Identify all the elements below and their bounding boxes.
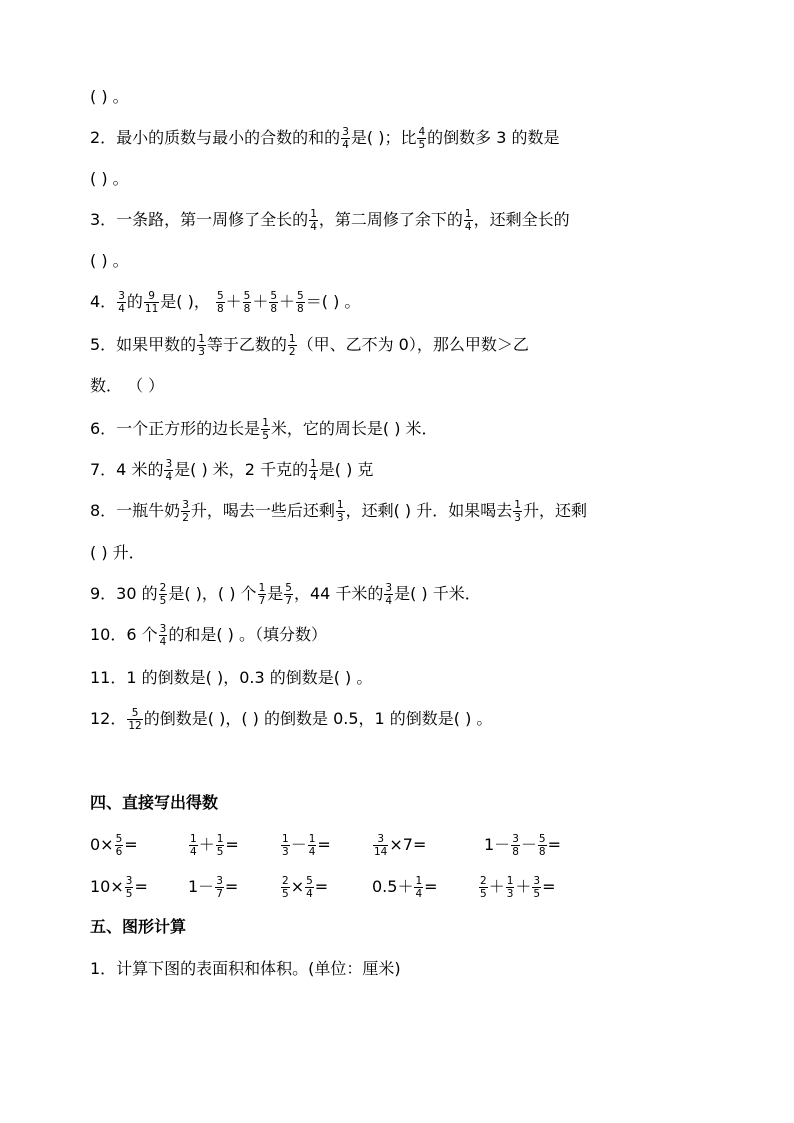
question-12 (90, 704, 492, 734)
fraction: $\frac{1}{2}$ (288, 332, 296, 358)
question-11: 11．1 的倒数是( )，0.3 的倒数是( ) 。 (90, 668, 373, 687)
fraction: $\frac{1}{4}$ (308, 832, 316, 858)
calc-op: ＋ (198, 835, 215, 854)
q2-text-c: 的倒数多 3 的数是 (427, 128, 560, 147)
calc-eq: = (317, 835, 331, 854)
fraction: $\frac{1}{4}$ (415, 874, 423, 900)
q8-continuation: ( ) 升． (90, 543, 145, 562)
calc-eq: = (424, 877, 438, 896)
q6-text-b: 米，它的周长是( ) 米． (270, 419, 438, 438)
calc-eq: = (225, 835, 239, 854)
fraction: $\frac{5}{8}$ (538, 832, 546, 858)
calc-item-9 (372, 872, 438, 902)
section-5-question-1: 1．计算下图的表面积和体积。(单位：厘米) (90, 959, 401, 978)
q12-text-a: 12． (90, 709, 127, 728)
question-2 (90, 123, 560, 153)
fraction: $\frac{9}{11}$ (144, 289, 159, 315)
calc-op: 0.5＋ (372, 877, 414, 896)
q9-text-c: 是 (267, 584, 284, 603)
fraction: $\frac{1}{3}$ (198, 332, 205, 358)
calc-item-5 (484, 830, 561, 860)
calc-op: － (290, 835, 307, 854)
section-4-heading: 四、直接写出得数 (90, 793, 219, 812)
fraction: $\frac{3}{4}$ (165, 457, 173, 483)
fraction: $\frac{3}{4}$ (385, 581, 393, 607)
calc-item-4 (372, 830, 426, 860)
q8-text-d: 升，还剩 (522, 501, 587, 520)
q4-text-c: 是( )， (160, 292, 210, 311)
q5-text-b: 等于乙数的 (206, 335, 287, 354)
fraction: $\frac{5}{8}$ (216, 289, 224, 315)
q9-text-b: 是( )，( ) 个 (168, 584, 257, 603)
calc-op: ＋ (488, 877, 505, 896)
calc-item-6 (90, 872, 148, 902)
q1-continuation: ( ) 。 (90, 87, 129, 106)
q12-text-b: 的倒数是( )，( ) 的倒数是 0.5，1 的倒数是( ) 。 (143, 709, 493, 728)
fraction: $\frac{2}{5}$ (159, 581, 167, 607)
q3-text-b: ，第二周修了余下的 (318, 210, 463, 229)
q4-text-d: ＝( ) 。 (305, 292, 361, 311)
question-8 (90, 496, 587, 526)
fraction: $\frac{1}{5}$ (262, 416, 269, 442)
fraction: $\frac{5}{8}$ (297, 289, 304, 315)
fraction: $\frac{1}{4}$ (310, 457, 317, 483)
q2-continuation: ( ) 。 (90, 169, 129, 188)
question-6 (90, 414, 438, 444)
fraction: $\frac{1}{5}$ (216, 832, 224, 858)
calc-op: ＋ (515, 877, 532, 896)
calc-item-1 (90, 830, 138, 860)
question-3 (90, 205, 570, 235)
fraction: $\frac{4}{5}$ (418, 125, 426, 151)
calc-eq: = (542, 877, 556, 896)
q8-text-b: 升，喝去一些后还剩 (190, 501, 335, 520)
section-5-heading: 五、图形计算 (90, 917, 187, 936)
q3-continuation: ( ) 。 (90, 251, 129, 270)
calc-item-3 (280, 830, 331, 860)
question-10 (90, 620, 327, 650)
fraction: $\frac{5}{7}$ (285, 581, 292, 607)
q8-text-a: 8．一瓶牛奶 (90, 501, 181, 520)
q2-text-a: 2．最小的质数与最小的合数的和的 (90, 128, 341, 147)
fraction: $\frac{3}{4}$ (342, 125, 349, 151)
fraction: $\frac{5}{8}$ (270, 289, 278, 315)
calc-eq: = (224, 877, 239, 896)
fraction: $\frac{3}{4}$ (118, 289, 125, 315)
fraction: $\frac{1}{3}$ (506, 874, 514, 900)
q7-text-c: 是( ) 克 (318, 460, 374, 479)
calc-item-7 (188, 872, 238, 902)
calc-eq: = (314, 877, 329, 896)
q5-text-c: （甲、乙不为 0），那么甲数＞乙 (297, 335, 529, 354)
fraction: $\frac{3}{8}$ (512, 832, 519, 858)
q7-text-b: 是( ) 米，2 千克的 (174, 460, 309, 479)
fraction: $\frac{5}{12}$ (128, 706, 142, 732)
q10-text-a: 10．6 个 (90, 625, 158, 644)
calc-op: － (520, 835, 537, 854)
q3-text-c: ，还剩全长的 (473, 210, 570, 229)
q8-text-c: ，还剩( ) 升．如果喝去 (345, 501, 513, 520)
question-7 (90, 455, 373, 485)
calc-op: 1－ (484, 835, 511, 854)
q5-continuation: 数． （ ） (90, 376, 165, 395)
fraction: $\frac{1}{7}$ (258, 581, 266, 607)
calc-item-8 (280, 872, 328, 902)
fraction: $\frac{3}{14}$ (374, 832, 388, 858)
calc-op: 1－ (188, 877, 215, 896)
calc-item-2 (188, 830, 239, 860)
q9-text-d: ，44 千米的 (293, 584, 384, 603)
fraction: $\frac{2}{5}$ (480, 874, 487, 900)
q4-text-a: 4． (90, 292, 117, 311)
fraction: $\frac{1}{3}$ (282, 832, 289, 858)
q6-text-a: 6．一个正方形的边长是 (90, 419, 261, 438)
fraction: $\frac{5}{6}$ (115, 832, 123, 858)
q5-text-a: 5．如果甲数的 (90, 335, 197, 354)
calc-eq: = (134, 877, 148, 896)
question-4: 4． $\frac{3}{4}$ 的 $\frac{9}{11}$ 是( )， $\frac{5}{8}$ ＋ $\frac{5}{8}$ ＋ $\frac{5}{8}$ ＋ $\frac{5}{8}$ ＝( ) 。 (90, 289, 361, 315)
question-9 (90, 579, 481, 609)
fraction: $\frac{1}{4}$ (310, 207, 317, 233)
q4-text-b: 的 (126, 292, 143, 311)
fraction: $\frac{3}{2}$ (182, 498, 189, 524)
calc-item-10 (478, 872, 556, 902)
fraction: $\frac{5}{4}$ (306, 874, 313, 900)
fraction: $\frac{1}{4}$ (190, 832, 197, 858)
q9-text-a: 9．30 的 (90, 584, 158, 603)
fraction: $\frac{3}{5}$ (125, 874, 133, 900)
q2-text-b: 是( )；比 (350, 128, 417, 147)
calc-op: ×7= (389, 835, 427, 854)
fraction: $\frac{5}{8}$ (243, 289, 251, 315)
q10-text-b: 的和是( ) 。（填分数） (168, 625, 327, 644)
fraction: $\frac{3}{7}$ (216, 874, 223, 900)
calc-eq: = (547, 835, 561, 854)
q3-text-a: 3．一条路，第一周修了全长的 (90, 210, 309, 229)
calc-eq: = (124, 835, 138, 854)
fraction: $\frac{3}{5}$ (533, 874, 541, 900)
fraction: $\frac{1}{3}$ (336, 498, 344, 524)
calc-op: × (290, 877, 305, 896)
q9-text-e: 是( ) 千米． (394, 584, 481, 603)
fraction: $\frac{2}{5}$ (282, 874, 289, 900)
question-5 (90, 330, 529, 360)
calc-op: 0× (90, 835, 114, 854)
q7-text-a: 7．4 米的 (90, 460, 164, 479)
fraction: $\frac{1}{3}$ (514, 498, 521, 524)
calc-op: 10× (90, 877, 124, 896)
fraction: $\frac{1}{4}$ (464, 207, 472, 233)
fraction: $\frac{3}{4}$ (159, 622, 167, 648)
